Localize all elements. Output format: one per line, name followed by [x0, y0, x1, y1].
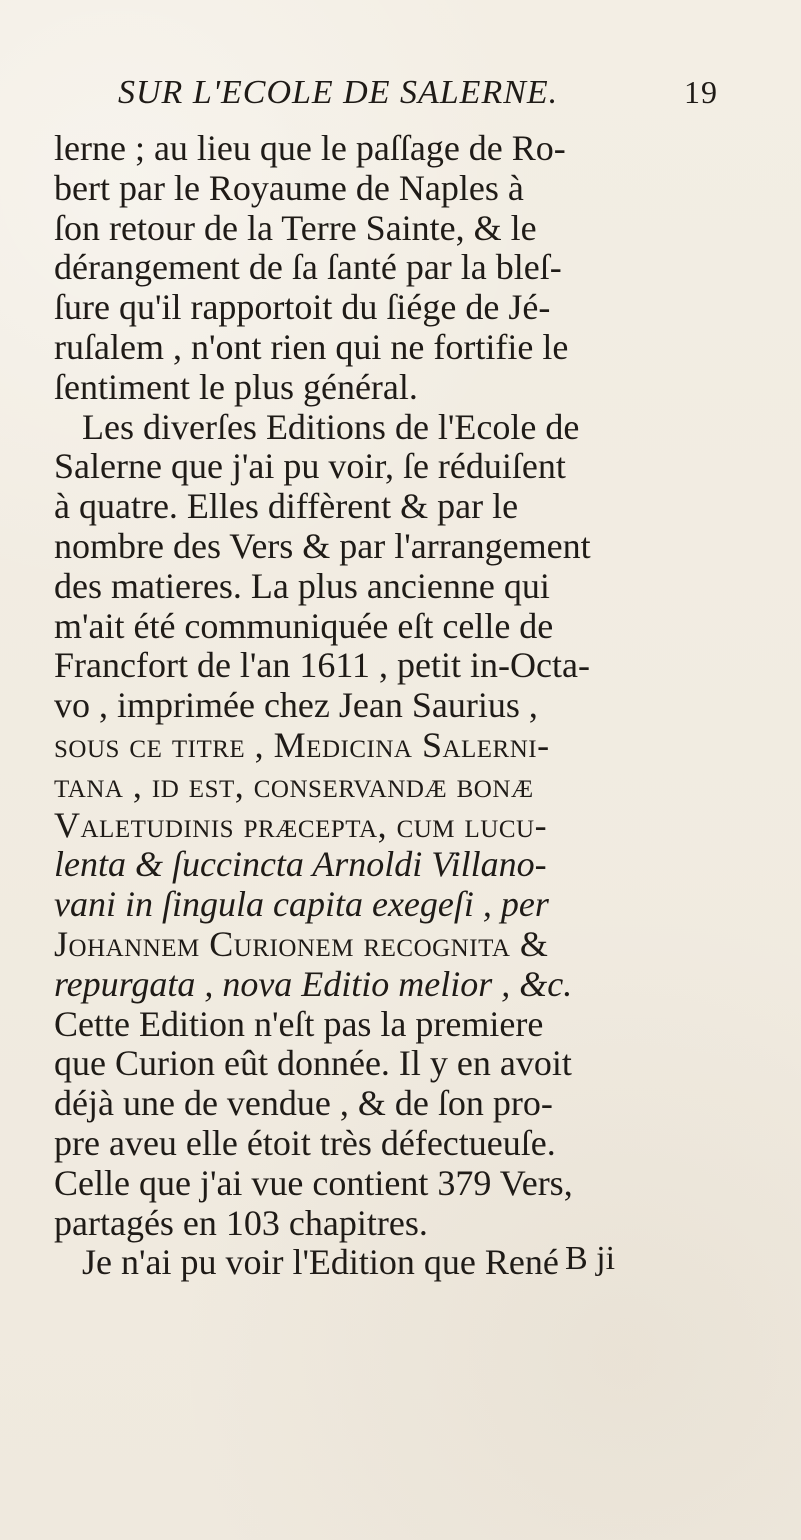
text-line: repurgata , nova Editio melior , &c. [54, 963, 573, 1004]
text-line: lerne ; au lieu que le paſſage de Ro- [54, 128, 566, 168]
text-line: lenta & ſuccincta Arnoldi Villano- [54, 844, 547, 885]
body-text [54, 129, 744, 1283]
text-line: Johannem Curionem recognita & [54, 923, 549, 964]
page-number: 19 [684, 74, 718, 110]
text-line: Francfort de l'an 1611 , petit in-Octa- [54, 645, 590, 686]
text-line: Celle que j'ai vue contient 379 Vers, [54, 1162, 573, 1203]
text-line: nombre des Vers & par l'arrangement [54, 525, 591, 566]
text-line: partagés en 103 chapitres. [54, 1202, 428, 1243]
text-line: Je n'ai pu voir l'Edition que René [82, 1242, 559, 1283]
running-header [118, 74, 718, 116]
text-line: ruſalem , n'ont rien qui ne fortifie le [54, 326, 569, 367]
text-line: m'ait été communiquée eſt celle de [54, 605, 554, 646]
text-line: ſure qu'il rapportoit du ſiége de Jé- [54, 287, 551, 328]
text-line: ſon retour de la Terre Sainte, & le [54, 207, 537, 248]
text-line: Cette Edition n'eſt pas la premiere [54, 1003, 544, 1044]
signature-mark: B ji [565, 1240, 616, 1277]
text-line: vo , imprimée chez Jean Saurius , [54, 685, 538, 726]
text-line: que Curion eût donnée. Il y en avoit [54, 1043, 572, 1084]
text-line: pre aveu elle étoit très défectueuſe. [54, 1122, 556, 1163]
text-line: à quatre. Elles diffèrent & par le [54, 486, 519, 527]
text-line: ſentiment le plus général. [54, 366, 418, 407]
text-line: Les diverſes Editions de l'Ecole de [82, 406, 580, 447]
running-title: SUR L'ECOLE DE SALERNE. [118, 74, 559, 111]
text-line: tana , id eſt, conservandæ bonæ [54, 764, 534, 805]
text-line: Valetudinis præcepta, cum lucu- [54, 804, 548, 845]
text-line: déjà une de vendue , & de ſon pro- [54, 1083, 553, 1124]
text-line: vani in ſingula capita exegeſi , per [54, 884, 549, 925]
text-line: Salerne que j'ai pu voir, ſe réduiſent [54, 446, 566, 487]
text-line: des matieres. La plus ancienne qui [54, 565, 550, 606]
text-line: dérangement de ſa ſanté par la bleſ- [54, 247, 562, 288]
text-line: bert par le Royaume de Naples à [54, 167, 524, 208]
text-line: ſous ce titre , Medicina Salerni- [54, 724, 550, 765]
